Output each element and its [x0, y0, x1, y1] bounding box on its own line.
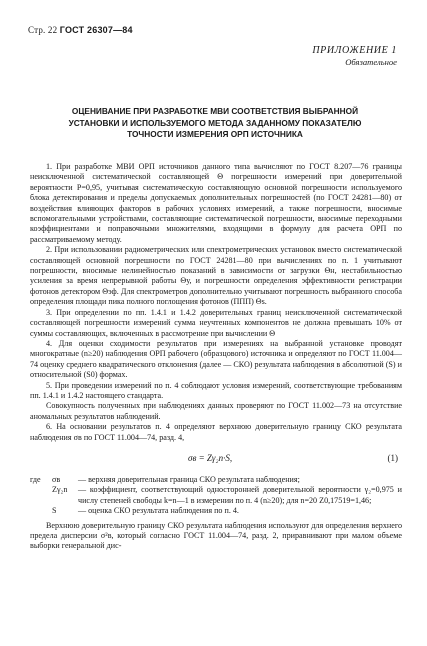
document-body	[30, 162, 402, 552]
definition-item	[52, 506, 402, 516]
definition-text: — коэффициент, соответствующий односторонней доверительной вероятности γ₂=0,975 и числу степеней свободы k=n—1 в измерении по п. 4 (n≥20); для n=20 Z0,17519=1,46;	[78, 485, 402, 505]
formula-1	[30, 449, 402, 471]
paragraph-2: 2. При использовании радиометрических или спектрометрических установок вместо систематической составляющей основной погрешности по ГОСТ 24281—80 при вычислениях по п. 1 учитывают погрешности, вносимые нелинейностью показаний в зависимости от загрузки Θн, нестабильностью усиления за время непрерывной работы Θу, и погрешности определения эффективности регистрации фотонов детектором Θэф. Для спектрометров дополнительно учитывают погрешность выбранного способа определения площади пика полного поглощения фотонов (ППП) Θs.	[30, 245, 402, 307]
paragraph-3: 3. При определении по пп. 1.4.1 и 1.4.2 доверительных границ неисключенной систематической составляющей погрешности измерений сумма неучтенных компонентов не должна превышать 10% от суммы составляющих, включенных в рассмотрение при вычислении Θ	[30, 307, 402, 338]
title-line: ОЦЕНИВАНИЕ ПРИ РАЗРАБОТКЕ МВИ СООТВЕТСТВИЯ ВЫБРАННОЙ	[71, 106, 359, 116]
where-label: где	[30, 474, 41, 484]
formula-expression: σв = Zγ₂n·S,	[188, 452, 233, 463]
paragraph-1: 1. При разработке МВИ ОРП источников данного типа вычисляют по ГОСТ 8.207—76 границы неисключенной систематической составляющей Θ погрешности измерений при доверительной вероятности P=0,95, учитывая систематическую составляющую основной погрешности используемого блока детектирования и пределы допускаемых дополнительных погрешностей (по ГОСТ 24281—80) от воздействия влияющих факторов в рабочих условиях измерений, а также погрешности, вносимые вспомогательными устройствами, составляющие систематической погрешности, вносимые переходными коэффициентами и поправочными множителями, входящими в формулу для расчета ОРП по рассматриваемому методу.	[30, 162, 402, 244]
paragraph-7: Верхнюю доверительную границу СКО результата наблюдения используют для определения верхнего предела дисперсии σ²в, который согласно ГОСТ 11.004—74, разд. 2, приравнивают при малом объеме выборки генеральной дис-	[30, 520, 402, 551]
appendix-status: Обязательное	[345, 57, 397, 68]
definition-item	[52, 485, 402, 506]
paragraph-4: 4. Для оценки сходимости результатов при измерениях на выбранной установке проводят многократные (n≥20) наблюдения ОРП рабочего (образцового) источника и определяют по ГОСТ 11.004—74 оценку среднего квадратического отклонения (далее — СКО) результата наблюдения в абсолютной (S) и относительной (S0) формах.	[30, 338, 402, 380]
formula-number: (1)	[387, 452, 398, 463]
page-number: Стр. 22	[28, 25, 58, 35]
page-header	[28, 25, 133, 35]
paragraph-5: 5. При проведении измерений по п. 4 соблюдают условия измерений, соответствующие требованиям пп. 1.4.1 и 1.4.2 настоящего стандарта.	[30, 380, 402, 400]
definition-symbol: S	[52, 506, 57, 516]
definitions-list	[52, 475, 402, 517]
definition-symbol: Zγ₂n	[52, 485, 68, 495]
definitions-block	[30, 475, 402, 517]
standard-code: ГОСТ 26307—84	[59, 25, 133, 35]
appendix-label: ПРИЛОЖЕНИЕ 1	[312, 45, 397, 56]
paragraph-6: 6. На основании результатов п. 4 определяют верхнюю доверительную границу СКО результата наблюдения σв по ГОСТ 11.004—74, разд. 4,	[30, 422, 402, 442]
section-title	[30, 106, 400, 141]
paragraph-5b: Совокупность полученных при наблюдениях данных проверяют по ГОСТ 11.002—73 на отсутствие аномальных результатов наблюдений.	[30, 401, 402, 421]
definition-text: — верхняя доверительная граница СКО результата наблюдения;	[78, 474, 300, 484]
title-line: ТОЧНОСТИ ИЗМЕРЕНИЯ ОРП ИСТОЧНИКА	[127, 129, 303, 139]
definition-item	[52, 475, 402, 485]
definition-text: — оценка СКО результата наблюдения по п. 4.	[78, 506, 239, 516]
title-line: УСТАНОВКИ И ИСПОЛЬЗУЕМОГО МЕТОДА ЗАДАННОМУ ПОКАЗАТЕЛЮ	[68, 117, 362, 128]
appendix-label-block	[312, 46, 397, 68]
definition-symbol: σв	[52, 474, 61, 484]
